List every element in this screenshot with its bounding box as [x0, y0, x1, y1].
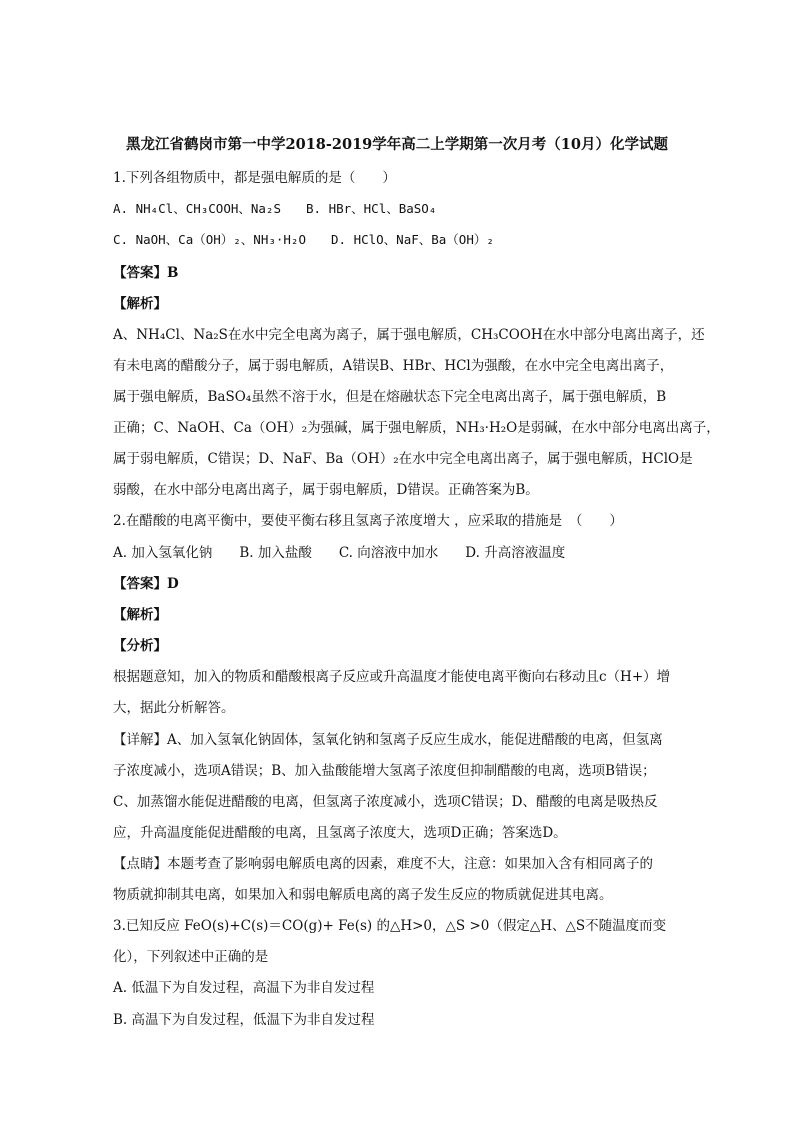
analysis-line: 大，据此分析解答。	[113, 700, 235, 716]
question-3-option-b: B. 高温下为自发过程，低温下为非自发过程	[113, 1012, 375, 1028]
answer-label: 【答案】B	[113, 265, 179, 281]
analysis-line: 属于强电解质，BaSO₄虽然不溶于水，但是在熔融状态下完全电离出离子，属于强电解质，B	[113, 389, 667, 405]
analysis-line: 正确；C、NaOH、Ca（OH）₂为强碱，属于强电解质，NH₃·H₂O是弱碱，在水中部分电离出离子，	[113, 420, 720, 436]
question-2-stem: 2.在醋酸的电离平衡中，要使平衡右移且氢离子浓度增大 ，应采取的措施是 （ ）	[113, 513, 623, 529]
question-3-stem: 化），下列叙述中正确的是	[113, 949, 269, 965]
detail-line: 【详解】A、加入氢氧化钠固体，氢氧化钠和氢离子反应生成水，能促进醋酸的电离，但氢离	[113, 732, 663, 748]
question-1-options-ab: A. NH₄Cl、CH₃COOH、Na₂S B. HBr、HCl、BaSO₄	[113, 201, 437, 216]
question-3-option-a: A. 低温下为自发过程，高温下为非自发过程	[113, 980, 375, 996]
analysis-label: 【解析】	[113, 607, 167, 623]
analysis-line: A、NH₄Cl、Na₂S在水中完全电离为离子，属于强电解质，CH₃COOH在水中部分电离出离子，还	[113, 327, 705, 343]
question-1-stem: 1.下列各组物质中，都是强电解质的是（ ）	[113, 170, 396, 186]
comment-line: 物质就抑制其电离，如果加入和弱电解质电离的离子发生反应的物质就促进其电离。	[113, 887, 613, 903]
analysis-label: 【解析】	[113, 296, 167, 312]
analysis-line: 属于弱电解质，C错误；D、NaF、Ba（OH）₂在水中完全电离出离子，属于强电解质，HClO是	[113, 451, 693, 467]
detail-line: 应，升高温度能促进醋酸的电离，且氢离子浓度大，选项D正确；答案选D。	[113, 825, 567, 841]
question-3-stem: 3.已知反应 FeO(s)+C(s)＝CO(g)+ Fe(s) 的△H>0，△S >0（假定△H、△S不随温度而变	[113, 918, 667, 934]
answer-label: 【答案】D	[113, 576, 179, 592]
document-title: 黑龙江省鹤岗市第一中学2018-2019学年高二上学期第一次月考（10月）化学试题	[126, 136, 668, 153]
question-1-options-cd: C. NaOH、Ca（OH）₂、NH₃·H₂O D. HClO、NaF、Ba（OH）₂	[113, 232, 494, 247]
analysis-line: 根据题意知，加入的物质和醋酸根离子反应或升高温度才能使电离平衡向右移动且c（H+）增	[113, 669, 671, 685]
question-2-options: A. 加入氢氧化钠 B. 加入盐酸 C. 向溶液中加水 D. 升高溶液温度	[113, 545, 566, 561]
analysis-sub-label: 【分析】	[113, 638, 167, 654]
comment-line: 【点睛】本题考查了影响弱电解质电离的因素，难度不大，注意：如果加入含有相同离子的	[113, 856, 653, 872]
detail-line: 子浓度减小，选项A错误；B、加入盐酸能增大氢离子浓度但抑制醋酸的电离，选项B错误；	[113, 763, 656, 779]
analysis-line: 弱酸，在水中部分电离出离子，属于弱电解质，D错误。正确答案为B。	[113, 482, 539, 498]
detail-line: C、加蒸馏水能促进醋酸的电离，但氢离子浓度减小，选项C错误；D、醋酸的电离是吸热反	[113, 794, 658, 810]
analysis-line: 有未电离的醋酸分子，属于弱电解质，A错误B、HBr、HCl为强酸，在水中完全电离出离子，	[113, 358, 674, 374]
